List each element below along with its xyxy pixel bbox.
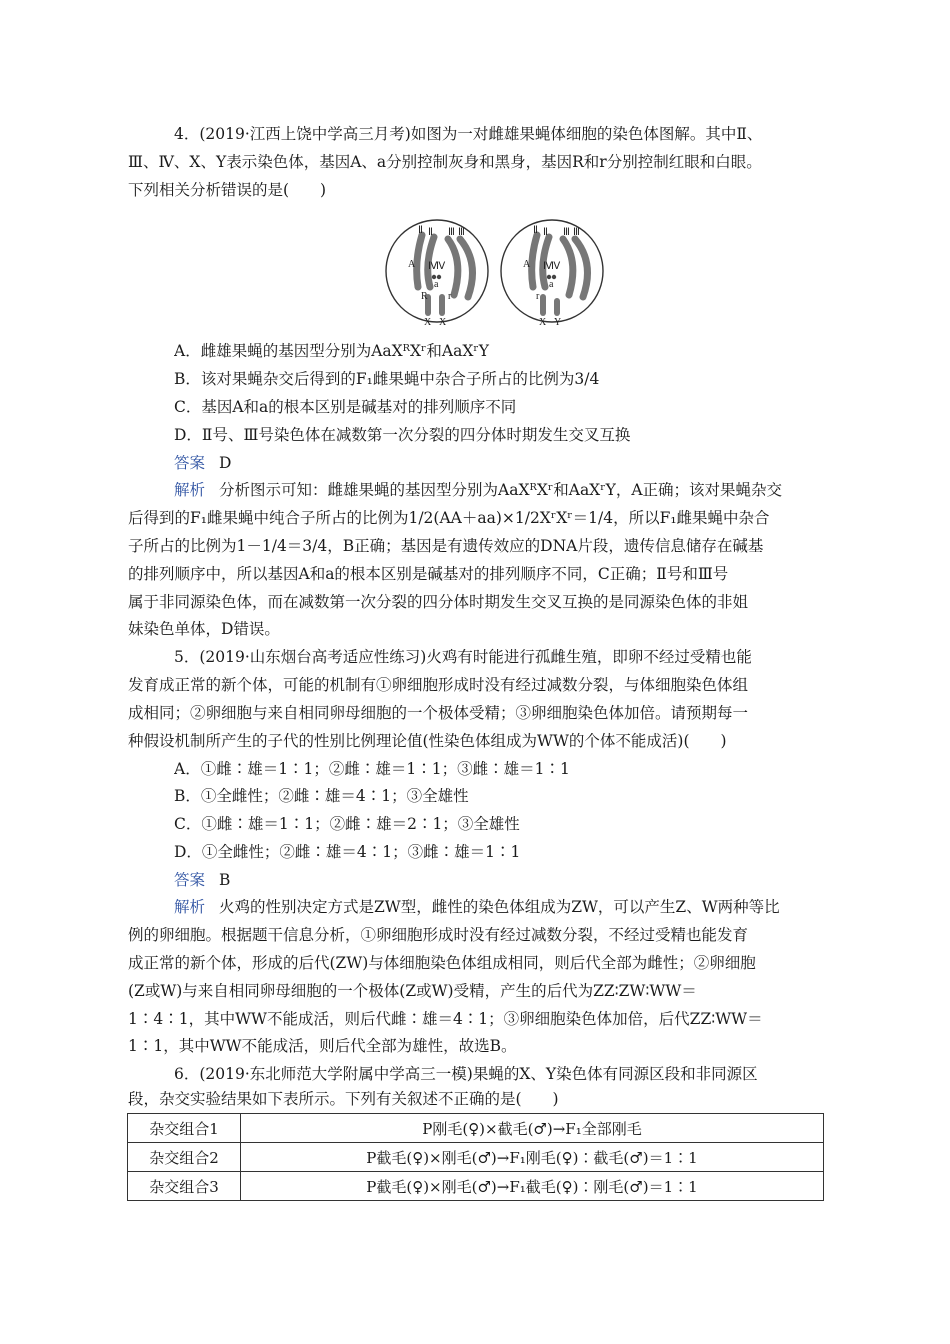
label-male-IV-a: Ⅳ	[543, 261, 553, 272]
q4-analysis-line-6: 妹染色单体，D错误。	[128, 620, 280, 638]
q5-option-c: C．①雌∶雄＝1∶1；②雌∶雄＝2∶1；③全雄性	[174, 815, 520, 833]
q5-stem-line-4: 种假设机制所产生的子代的性别比例理论值(性染色体组成为WW的个体不能成活)( )	[128, 732, 727, 750]
q4-option-d: D．Ⅱ号、Ⅲ号染色体在减数第一次分裂的四分体时期发生交叉互换	[174, 426, 631, 444]
q5-answer-value: B	[219, 871, 231, 889]
label-female-a: a	[434, 279, 439, 290]
q4-stem-line-2: Ⅲ、Ⅳ、X、Y表示染色体，基因A、a分别控制灰身和黑身，基因R和r分别控制红眼和白眼。	[128, 153, 762, 171]
q5-option-b: B．①全雌性；②雌∶雄＝4∶1；③全雄性	[174, 787, 469, 805]
q4-analysis-line-1	[174, 480, 822, 500]
q4-analysis-line-4: 的排列顺序中，所以基因A和a的根本区别是碱基对的排列顺序不同，C正确；Ⅱ号和Ⅲ号	[128, 565, 729, 583]
cross-label: 杂交组合1	[128, 1114, 241, 1143]
label-female-II-a: Ⅱ	[418, 225, 423, 236]
label-male-A: A	[523, 259, 531, 270]
label-female-X-a: X	[424, 317, 432, 328]
label-female-X-b: X	[439, 317, 447, 328]
q4-option-a: A．雌雄果蝇的基因型分别为AaXᴿXʳ和AaXʳY	[174, 342, 490, 360]
label-male-III-b: Ⅲ	[573, 227, 580, 238]
label-male-III-a: Ⅲ	[563, 227, 570, 238]
q5-option-a: A．①雌∶雄＝1∶1；②雌∶雄＝1∶1；③雌∶雄＝1∶1	[174, 760, 570, 778]
q4-stem-line-3: 下列相关分析错误的是( )	[128, 181, 327, 199]
q6-stem-line-2: 段，杂交实验结果如下表所示。下列有关叙述不正确的是( )	[128, 1090, 559, 1108]
q5-analysis-line-6: 1∶1，其中WW不能成活，则后代全部为雄性，故选B。	[128, 1037, 517, 1055]
cross-result: P截毛(♀)×刚毛(♂)→F₁刚毛(♀)∶截毛(♂)＝1∶1	[241, 1143, 824, 1172]
male-cell	[501, 220, 603, 328]
q5-answer-line	[174, 870, 868, 890]
table-row	[128, 1143, 824, 1172]
q5-option-d: D．①全雌性；②雌∶雄＝4∶1；③雌∶雄＝1∶1	[174, 843, 521, 861]
label-female-r: r	[448, 291, 452, 302]
label-female-IV-b: Ⅳ	[436, 261, 446, 272]
cross-result: P截毛(♀)×刚毛(♂)→F₁截毛(♀)∶刚毛(♂)＝1∶1	[241, 1172, 824, 1201]
table-row	[128, 1114, 824, 1143]
cross-results-table	[127, 1113, 824, 1201]
q5-analysis-text-1: 火鸡的性别决定方式是ZW型，雌性的染色体组成为ZW，可以产生Z、W两种等比	[219, 898, 780, 916]
q4-answer-value: D	[219, 454, 232, 472]
q4-stem-line-1: 4．(2019·江西上饶中学高三月考)如图为一对雌雄果蝇体细胞的染色体图解。其中Ⅱ、	[174, 125, 763, 143]
q6-stem-line-1: 6．(2019·东北师范大学附属中学高三一模)果蝇的X、Y染色体有同源区段和非同源区	[174, 1065, 758, 1083]
label-male-IV-b: Ⅳ	[551, 261, 561, 272]
q4-analysis-label: 解析	[174, 481, 206, 499]
female-cell	[386, 220, 488, 328]
q4-answer-line	[174, 453, 868, 473]
q4-analysis-line-2: 后得到的F₁雌果蝇中纯合子所占的比例为1/2(AA＋aa)×1/2XʳXʳ＝1/4，所以F₁雌果蝇中杂合	[128, 509, 770, 527]
q4-answer-label: 答案	[174, 454, 206, 472]
q5-stem-line-3: 成相同；②卵细胞与来自相同卵母细胞的一个极体受精；③卵细胞染色体加倍。请预期每一	[128, 704, 749, 722]
q5-analysis-line-4: (Z或W)与来自相同卵母细胞的一个极体(Z或W)受精，产生的后代为ZZ∶ZW∶WW＝	[128, 982, 697, 1000]
cross-result: P刚毛(♀)×截毛(♂)→F₁全部刚毛	[241, 1114, 824, 1143]
cross-label: 杂交组合3	[128, 1172, 241, 1201]
label-female-IV-a: Ⅳ	[428, 261, 438, 272]
label-female-II-b: Ⅱ	[428, 227, 433, 238]
q5-analysis-line-2: 例的卵细胞。根据题干信息分析，①卵细胞形成时没有经过减数分裂，不经过受精也能发育	[128, 926, 749, 944]
q4-analysis-line-3: 子所占的比例为1－1/4＝3/4，B正确；基因是有遗传效应的DNA片段，遗传信息储存在碱基	[128, 537, 764, 555]
q4-analysis-line-5: 属于非同源染色体，而在减数第一次分裂的四分体时期发生交叉互换的是同源染色体的非姐	[128, 593, 749, 611]
q4-analysis-text-1: 分析图示可知：雌雄果蝇的基因型分别为AaXᴿXʳ和AaXʳY，A正确；该对果蝇杂交	[219, 481, 783, 499]
q5-analysis-line-1	[174, 897, 822, 917]
q5-analysis-label: 解析	[174, 898, 206, 916]
label-male-Y: Y	[554, 317, 562, 328]
label-male-II-b: Ⅱ	[543, 227, 548, 238]
q5-answer-label: 答案	[174, 871, 206, 889]
q4-option-c: C．基因A和a的根本区别是碱基对的排列顺序不同	[174, 398, 517, 416]
q5-stem-line-1: 5．(2019·山东烟台高考适应性练习)火鸡有时能进行孤雌生殖，即卵不经过受精也能	[174, 648, 752, 666]
label-male-r: r	[536, 291, 540, 302]
cross-label: 杂交组合2	[128, 1143, 241, 1172]
q5-analysis-line-5: 1∶4∶1，其中WW不能成活，则后代雌∶雄＝4∶1；③卵细胞染色体加倍，后代ZZ∶WW＝	[128, 1010, 763, 1028]
label-female-R: R	[421, 291, 428, 302]
label-male-X: X	[539, 317, 547, 328]
label-male-II-a: Ⅱ	[533, 225, 538, 236]
table-row	[128, 1172, 824, 1201]
label-male-a: a	[549, 279, 554, 290]
chromosome-diagram	[384, 217, 608, 329]
q5-analysis-line-3: 成正常的新个体，形成的后代(ZW)与体细胞染色体组成相同，则后代全部为雌性；②卵细胞	[128, 954, 756, 972]
label-female-III-b: Ⅲ	[458, 227, 465, 238]
label-female-III-a: Ⅲ	[448, 227, 455, 238]
label-female-A: A	[408, 259, 416, 270]
q4-option-b: B．该对果蝇杂交后得到的F₁雌果蝇中杂合子所占的比例为3/4	[174, 370, 600, 388]
q5-stem-line-2: 发育成正常的新个体，可能的机制有①卵细胞形成时没有经过减数分裂，与体细胞染色体组	[128, 676, 749, 694]
